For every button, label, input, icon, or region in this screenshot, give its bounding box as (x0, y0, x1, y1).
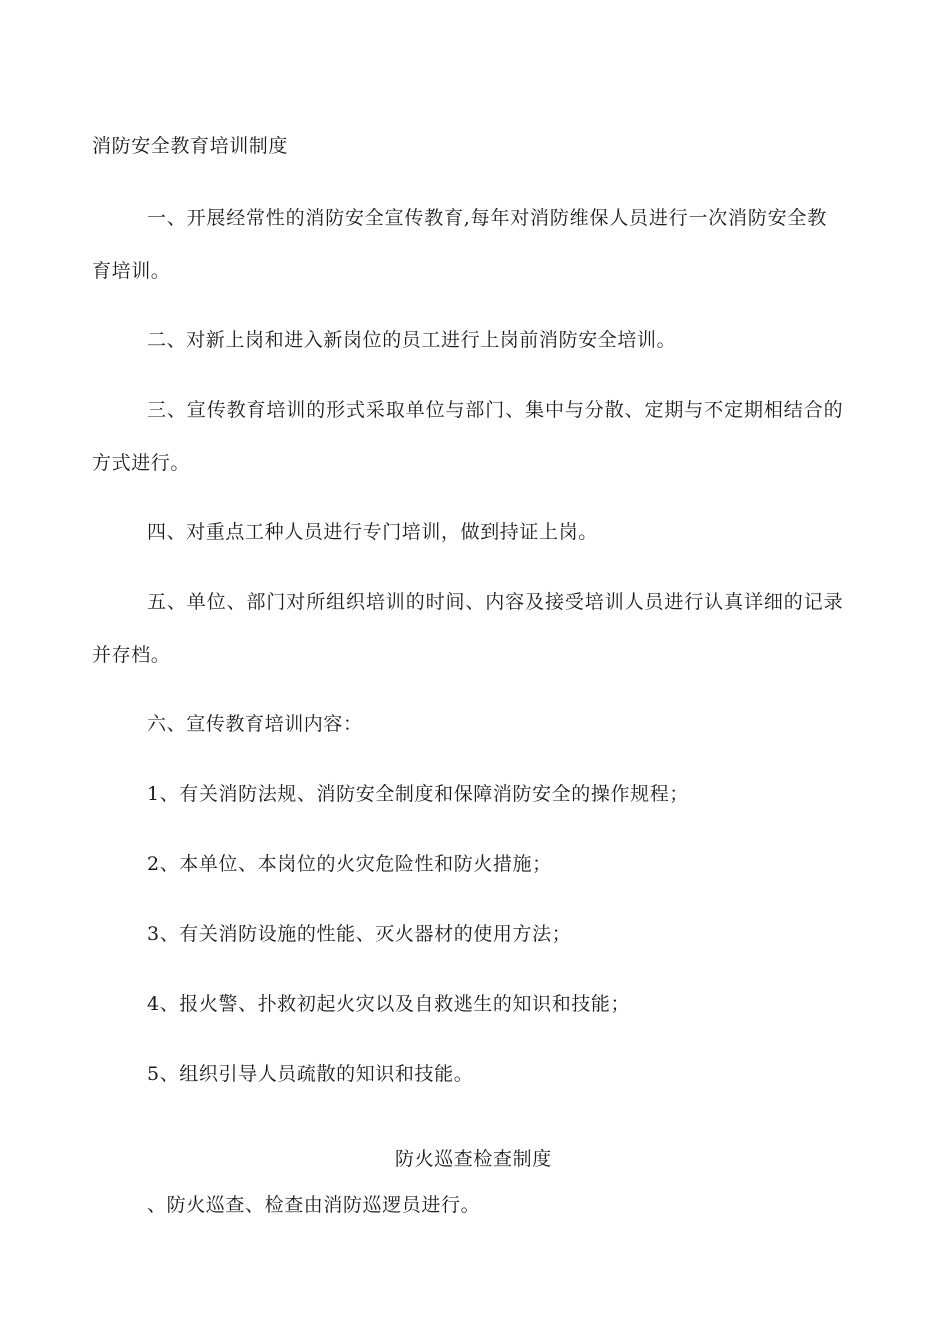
list-item: 2、本单位、本岗位的火灾危险性和防火措施； (147, 853, 552, 875)
paragraph-1-line-1: 一、开展经常性的消防安全宣传教育,每年对消防维保人员进行一次消防安全教 (147, 207, 828, 229)
paragraph-6: 六、宣传教育培训内容： (147, 713, 363, 735)
paragraph-1-line-2: 育培训。 (92, 260, 171, 282)
paragraph-4: 四、对重点工种人员进行专门培训，做到持证上岗。 (147, 521, 598, 543)
section-2-paragraph-1: 、防火巡查、检查由消防巡逻员进行。 (147, 1194, 481, 1216)
list-item: 3、有关消防设施的性能、灭火器材的使用方法； (147, 923, 572, 945)
list-item: 4、报火警、扑救初起火灾以及自救逃生的知识和技能； (147, 993, 631, 1015)
section-2-title: 防火巡查检查制度 (395, 1148, 552, 1170)
list-item: 1、有关消防法规、消防安全制度和保障消防安全的操作规程； (147, 783, 689, 805)
paragraph-2: 二、对新上岗和进入新岗位的员工进行上岗前消防安全培训。 (147, 329, 677, 351)
paragraph-5-line-2: 并存档。 (92, 644, 171, 666)
document-title: 消防安全教育培训制度 (92, 135, 289, 157)
paragraph-3-line-1: 三、宣传教育培训的形式采取单位与部门、集中与分散、定期与不定期相结合的 (147, 399, 844, 421)
paragraph-5-line-1: 五、单位、部门对所组织培训的时间、内容及接受培训人员进行认真详细的记录 (147, 591, 844, 613)
paragraph-3-line-2: 方式进行。 (92, 452, 191, 474)
list-item: 5、组织引导人员疏散的知识和技能。 (147, 1063, 474, 1085)
